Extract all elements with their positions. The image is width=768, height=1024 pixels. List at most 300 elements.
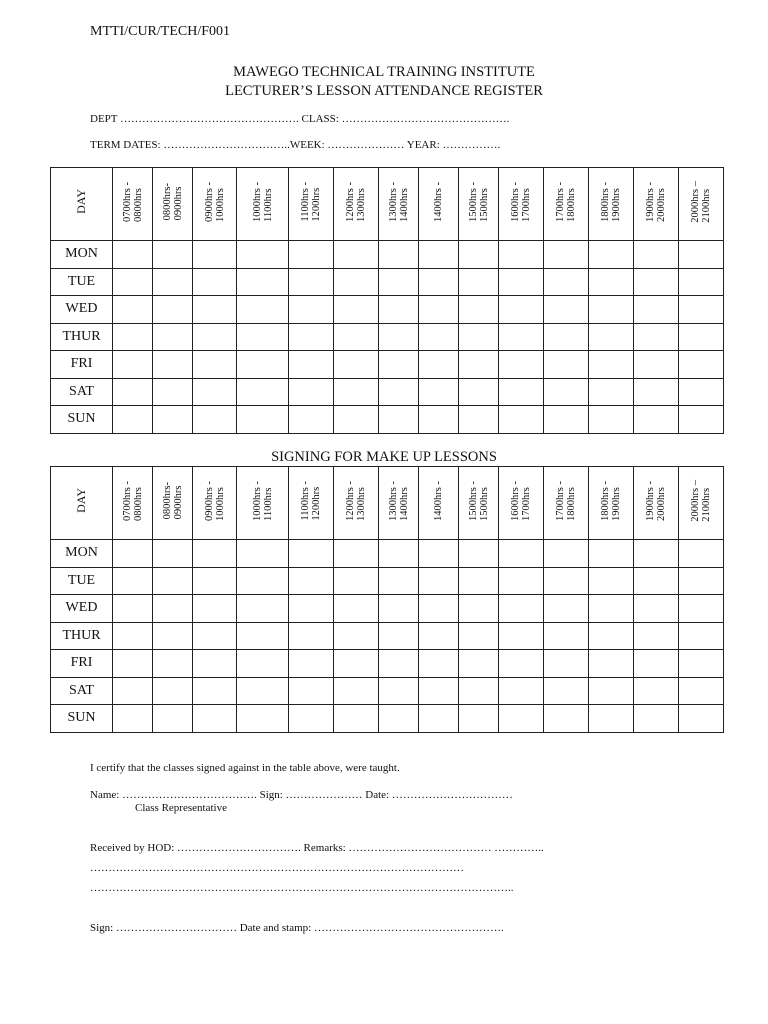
signature-cell[interactable]: [289, 567, 334, 595]
time-slot-header: [289, 168, 334, 241]
signature-cell[interactable]: [459, 378, 499, 406]
signature-cell[interactable]: [379, 540, 419, 568]
register-title: LECTURER’S LESSON ATTENDANCE REGISTER: [225, 83, 543, 99]
day-row: [51, 567, 724, 595]
signature-cell[interactable]: [419, 268, 459, 296]
time-slot-label: 2000hrs – 2100hrs: [690, 180, 712, 223]
time-slot-header: [193, 467, 237, 540]
day-label: FRI: [51, 351, 113, 379]
signature-cell[interactable]: [237, 705, 289, 733]
signature-cell[interactable]: [379, 268, 419, 296]
signature-cell[interactable]: [289, 650, 334, 678]
signature-cell[interactable]: [379, 406, 419, 434]
signature-cell[interactable]: [379, 567, 419, 595]
day-label: TUE: [51, 567, 113, 595]
signature-cell[interactable]: [589, 540, 634, 568]
time-slot-header: [589, 168, 634, 241]
time-slot-label: 0700hrs - 0800hrs: [121, 181, 144, 222]
day-label: THUR: [51, 622, 113, 650]
signature-cell[interactable]: [237, 595, 289, 623]
day-row: [51, 351, 724, 379]
signature-cell[interactable]: [544, 268, 589, 296]
time-slot-label: 1500hrs - 1500hrs: [467, 480, 490, 521]
signature-cell[interactable]: [334, 406, 379, 434]
time-slot-label: 0900hrs - 1000hrs: [203, 181, 226, 222]
signature-cell[interactable]: [499, 323, 544, 351]
dept-class-line[interactable]: DEPT …………………………………………. CLASS: ……………………………………….: [90, 113, 510, 125]
signature-cell[interactable]: [113, 540, 153, 568]
signature-cell[interactable]: [459, 705, 499, 733]
day-label: WED: [51, 296, 113, 324]
time-slot-header: [589, 467, 634, 540]
signature-cell[interactable]: [237, 296, 289, 324]
signature-cell[interactable]: [334, 540, 379, 568]
day-row: [51, 241, 724, 269]
signature-cell[interactable]: [153, 567, 193, 595]
signature-cell[interactable]: [237, 323, 289, 351]
signature-cell[interactable]: [289, 378, 334, 406]
signature-cell[interactable]: [544, 323, 589, 351]
time-slot-label: 1200hrs - 1300hrs: [345, 480, 367, 521]
signature-cell[interactable]: [153, 650, 193, 678]
signature-cell[interactable]: [419, 567, 459, 595]
signature-cell[interactable]: [419, 622, 459, 650]
term-week-year-line[interactable]: TERM DATES: ……………………………..WEEK: ………………… YEAR: …………….: [90, 139, 501, 151]
signature-cell[interactable]: [679, 241, 724, 269]
signature-cell[interactable]: [289, 241, 334, 269]
time-slot-label: 2000hrs – 2100hrs: [690, 479, 712, 522]
signature-cell[interactable]: [237, 622, 289, 650]
signature-cell[interactable]: [589, 650, 634, 678]
signature-cell[interactable]: [379, 650, 419, 678]
time-slot-label: 1200hrs - 1300hrs: [345, 181, 367, 222]
signature-cell[interactable]: [634, 540, 679, 568]
signature-cell[interactable]: [679, 540, 724, 568]
time-slot-label: 1000hrs - 1100hrs: [251, 181, 274, 222]
form-code: MTTI/CUR/TECH/F001: [90, 24, 231, 39]
time-slot-label: 1400hrs -: [433, 181, 444, 222]
signature-cell[interactable]: [334, 595, 379, 623]
time-slot-label: 0800hrs- 0900hrs: [161, 182, 184, 221]
signature-cell[interactable]: [193, 567, 237, 595]
signature-cell[interactable]: [153, 540, 193, 568]
signature-cell[interactable]: [634, 677, 679, 705]
signature-cell[interactable]: [679, 378, 724, 406]
signature-cell[interactable]: [459, 351, 499, 379]
signature-cell[interactable]: [289, 595, 334, 623]
signature-cell[interactable]: [289, 540, 334, 568]
time-slot-header: [193, 168, 237, 241]
signature-cell[interactable]: [589, 323, 634, 351]
time-slot-label: 1700hrs - 1800hrs: [555, 181, 577, 222]
makeup-title: SIGNING FOR MAKE UP LESSONS: [271, 449, 497, 465]
signature-cell[interactable]: [589, 622, 634, 650]
signature-cell[interactable]: [634, 323, 679, 351]
signature-cell[interactable]: [544, 595, 589, 623]
time-slot-header: [289, 467, 334, 540]
day-row: [51, 296, 724, 324]
signature-cell[interactable]: [289, 323, 334, 351]
signature-cell[interactable]: [193, 595, 237, 623]
signature-cell[interactable]: [289, 406, 334, 434]
time-slot-header: [634, 168, 679, 241]
sign-date-stamp-line[interactable]: Sign: …………………………… Date and stamp: …………………………………………….: [90, 922, 504, 934]
signature-cell[interactable]: [459, 677, 499, 705]
signature-cell[interactable]: [419, 351, 459, 379]
signature-cell[interactable]: [334, 677, 379, 705]
day-header-label: DAY: [74, 189, 88, 214]
time-slot-header: [499, 168, 544, 241]
signature-cell[interactable]: [153, 296, 193, 324]
signature-cell[interactable]: [634, 268, 679, 296]
signature-cell[interactable]: [237, 677, 289, 705]
signature-cell[interactable]: [544, 677, 589, 705]
remarks-line-3[interactable]: ……………………………………………………………………………………………………..: [90, 882, 514, 894]
time-slot-label: 1100hrs - 1200hrs: [300, 181, 322, 222]
day-row: [51, 406, 724, 434]
signature-cell[interactable]: [113, 268, 153, 296]
signature-cell[interactable]: [499, 351, 544, 379]
signature-cell[interactable]: [634, 406, 679, 434]
day-label: WED: [51, 595, 113, 623]
signature-cell[interactable]: [459, 540, 499, 568]
day-header: [51, 467, 113, 540]
time-slot-label: 1500hrs - 1500hrs: [467, 181, 490, 222]
time-slot-header: [499, 467, 544, 540]
signature-cell[interactable]: [419, 540, 459, 568]
day-row: [51, 622, 724, 650]
signature-cell[interactable]: [289, 705, 334, 733]
signature-cell[interactable]: [499, 595, 544, 623]
signature-cell[interactable]: [334, 705, 379, 733]
signature-cell[interactable]: [544, 296, 589, 324]
time-slot-label: 1600hrs - 1700hrs: [510, 181, 532, 222]
signature-cell[interactable]: [419, 595, 459, 623]
day-row: [51, 378, 724, 406]
signature-cell[interactable]: [634, 296, 679, 324]
signature-cell[interactable]: [289, 677, 334, 705]
signature-cell[interactable]: [634, 378, 679, 406]
signature-cell[interactable]: [334, 323, 379, 351]
time-slot-label: 1700hrs - 1800hrs: [555, 480, 577, 521]
signature-cell[interactable]: [379, 323, 419, 351]
time-slot-header: [153, 168, 193, 241]
time-slot-header: [419, 467, 459, 540]
signature-cell[interactable]: [679, 705, 724, 733]
signature-cell[interactable]: [634, 567, 679, 595]
signature-cell[interactable]: [237, 567, 289, 595]
time-slot-header: [679, 168, 724, 241]
day-row: [51, 677, 724, 705]
signature-cell[interactable]: [589, 296, 634, 324]
signature-cell[interactable]: [589, 241, 634, 269]
signature-cell[interactable]: [334, 296, 379, 324]
day-label: MON: [51, 241, 113, 269]
signature-cell[interactable]: [193, 268, 237, 296]
time-slot-label: 1800hrs - 1900hrs: [600, 181, 622, 222]
day-label: THUR: [51, 323, 113, 351]
signature-cell[interactable]: [113, 650, 153, 678]
signature-cell[interactable]: [334, 650, 379, 678]
time-slot-header: [544, 168, 589, 241]
signature-cell[interactable]: [237, 540, 289, 568]
time-slot-header: [679, 467, 724, 540]
time-slot-header: [379, 467, 419, 540]
time-slot-header: [634, 467, 679, 540]
signature-cell[interactable]: [589, 567, 634, 595]
signature-cell[interactable]: [459, 268, 499, 296]
signature-cell[interactable]: [113, 241, 153, 269]
time-slot-label: 1900hrs - 2000hrs: [645, 480, 667, 521]
day-row: [51, 595, 724, 623]
time-slot-header: [459, 168, 499, 241]
header-row: [51, 467, 724, 540]
signature-cell[interactable]: [459, 296, 499, 324]
signature-cell[interactable]: [459, 406, 499, 434]
signature-cell[interactable]: [499, 622, 544, 650]
signature-cell[interactable]: [334, 622, 379, 650]
signature-cell[interactable]: [153, 406, 193, 434]
signature-cell[interactable]: [679, 351, 724, 379]
institute-name: MAWEGO TECHNICAL TRAINING INSTITUTE: [233, 64, 535, 80]
day-label: SUN: [51, 406, 113, 434]
signature-cell[interactable]: [153, 677, 193, 705]
time-slot-header: [334, 467, 379, 540]
signature-cell[interactable]: [153, 268, 193, 296]
signature-cell[interactable]: [113, 323, 153, 351]
signature-cell[interactable]: [589, 378, 634, 406]
signature-cell[interactable]: [113, 567, 153, 595]
signature-cell[interactable]: [679, 323, 724, 351]
day-label: SAT: [51, 378, 113, 406]
signature-cell[interactable]: [379, 241, 419, 269]
signature-cell[interactable]: [237, 351, 289, 379]
day-row: [51, 705, 724, 733]
signature-cell[interactable]: [153, 241, 193, 269]
signature-cell[interactable]: [544, 351, 589, 379]
certify-statement: I certify that the classes signed against in the table above, were taught.: [90, 762, 400, 774]
time-slot-header: [419, 168, 459, 241]
day-label: SUN: [51, 705, 113, 733]
signature-cell[interactable]: [499, 241, 544, 269]
day-label: MON: [51, 540, 113, 568]
signature-cell[interactable]: [237, 650, 289, 678]
makeup-table: [50, 466, 724, 733]
header-row: [51, 168, 724, 241]
day-label: TUE: [51, 268, 113, 296]
signature-cell[interactable]: [237, 378, 289, 406]
time-slot-label: 1900hrs - 2000hrs: [645, 181, 667, 222]
signature-cell[interactable]: [679, 622, 724, 650]
signature-cell[interactable]: [419, 705, 459, 733]
time-slot-header: [113, 467, 153, 540]
attendance-table: [50, 167, 724, 434]
signature-cell[interactable]: [379, 595, 419, 623]
signature-cell[interactable]: [499, 567, 544, 595]
signature-cell[interactable]: [419, 650, 459, 678]
signature-cell[interactable]: [589, 406, 634, 434]
day-header: [51, 168, 113, 241]
signature-cell[interactable]: [379, 296, 419, 324]
signature-cell[interactable]: [334, 351, 379, 379]
time-slot-label: 1800hrs - 1900hrs: [600, 480, 622, 521]
time-slot-label: 1400hrs -: [433, 480, 444, 521]
signature-cell[interactable]: [634, 595, 679, 623]
signature-cell[interactable]: [334, 241, 379, 269]
signature-cell[interactable]: [679, 296, 724, 324]
time-slot-header: [237, 168, 289, 241]
signature-cell[interactable]: [153, 351, 193, 379]
remarks-line-2[interactable]: …………………………………………………………………………………………: [90, 862, 464, 874]
signature-cell[interactable]: [499, 296, 544, 324]
signature-cell[interactable]: [544, 622, 589, 650]
signature-cell[interactable]: [544, 650, 589, 678]
signature-cell[interactable]: [679, 650, 724, 678]
signature-cell[interactable]: [634, 622, 679, 650]
time-slot-header: [459, 467, 499, 540]
signature-cell[interactable]: [289, 351, 334, 379]
time-slot-label: 1100hrs - 1200hrs: [300, 480, 322, 521]
signature-cell[interactable]: [419, 296, 459, 324]
signature-cell[interactable]: [499, 540, 544, 568]
signature-cell[interactable]: [589, 705, 634, 733]
signature-cell[interactable]: [379, 378, 419, 406]
signature-cell[interactable]: [334, 567, 379, 595]
signature-cell[interactable]: [237, 241, 289, 269]
signature-cell[interactable]: [289, 622, 334, 650]
signature-cell[interactable]: [113, 622, 153, 650]
signature-cell[interactable]: [459, 241, 499, 269]
signature-cell[interactable]: [419, 406, 459, 434]
time-slot-header: [334, 168, 379, 241]
signature-cell[interactable]: [193, 622, 237, 650]
signature-cell[interactable]: [419, 378, 459, 406]
signature-cell[interactable]: [459, 595, 499, 623]
time-slot-label: 1000hrs - 1100hrs: [251, 480, 274, 521]
signature-cell[interactable]: [679, 595, 724, 623]
signature-cell[interactable]: [153, 595, 193, 623]
signature-cell[interactable]: [113, 595, 153, 623]
name-sign-date-line[interactable]: Name: ………………………………. Sign: ………………… Date: ……………………………: [90, 789, 513, 801]
signature-cell[interactable]: [459, 323, 499, 351]
time-slot-header: [379, 168, 419, 241]
signature-cell[interactable]: [589, 677, 634, 705]
signature-cell[interactable]: [193, 351, 237, 379]
signature-cell[interactable]: [589, 268, 634, 296]
signature-cell[interactable]: [499, 268, 544, 296]
signature-cell[interactable]: [679, 268, 724, 296]
signature-cell[interactable]: [679, 406, 724, 434]
day-label: SAT: [51, 677, 113, 705]
signature-cell[interactable]: [459, 650, 499, 678]
signature-cell[interactable]: [589, 351, 634, 379]
signature-cell[interactable]: [193, 406, 237, 434]
signature-cell[interactable]: [193, 650, 237, 678]
day-header-label: DAY: [74, 488, 88, 513]
time-slot-label: 0900hrs - 1000hrs: [203, 480, 226, 521]
signature-cell[interactable]: [499, 650, 544, 678]
signature-cell[interactable]: [544, 705, 589, 733]
time-slot-label: 0800hrs- 0900hrs: [161, 481, 184, 520]
signature-cell[interactable]: [379, 677, 419, 705]
signature-cell[interactable]: [193, 241, 237, 269]
time-slot-header: [544, 467, 589, 540]
day-row: [51, 540, 724, 568]
signature-cell[interactable]: [153, 705, 193, 733]
signature-cell[interactable]: [544, 567, 589, 595]
time-slot-label: 1300hrs - 1400hrs: [387, 181, 410, 222]
signature-cell[interactable]: [544, 378, 589, 406]
signature-cell[interactable]: [153, 323, 193, 351]
day-row: [51, 268, 724, 296]
signature-cell[interactable]: [289, 296, 334, 324]
time-slot-label: 1600hrs - 1700hrs: [510, 480, 532, 521]
signature-cell[interactable]: [679, 677, 724, 705]
signature-cell[interactable]: [459, 567, 499, 595]
signature-cell[interactable]: [113, 351, 153, 379]
signature-cell[interactable]: [544, 540, 589, 568]
time-slot-label: 1300hrs - 1400hrs: [387, 480, 410, 521]
signature-cell[interactable]: [113, 406, 153, 434]
signature-cell[interactable]: [193, 323, 237, 351]
signature-cell[interactable]: [334, 378, 379, 406]
signature-cell[interactable]: [589, 595, 634, 623]
signature-cell[interactable]: [499, 378, 544, 406]
time-slot-header: [237, 467, 289, 540]
signature-cell[interactable]: [499, 677, 544, 705]
day-label: FRI: [51, 650, 113, 678]
signature-cell[interactable]: [113, 296, 153, 324]
signature-cell[interactable]: [544, 406, 589, 434]
signature-cell[interactable]: [113, 378, 153, 406]
signature-cell[interactable]: [419, 241, 459, 269]
signature-cell[interactable]: [193, 296, 237, 324]
signature-cell[interactable]: [379, 351, 419, 379]
signature-cell[interactable]: [193, 540, 237, 568]
signature-cell[interactable]: [379, 705, 419, 733]
time-slot-header: [113, 168, 153, 241]
signature-cell[interactable]: [634, 650, 679, 678]
signature-cell[interactable]: [334, 268, 379, 296]
signature-cell[interactable]: [459, 622, 499, 650]
signature-cell[interactable]: [499, 705, 544, 733]
signature-cell[interactable]: [113, 677, 153, 705]
signature-cell[interactable]: [237, 406, 289, 434]
signature-cell[interactable]: [289, 268, 334, 296]
signature-cell[interactable]: [193, 705, 237, 733]
signature-cell[interactable]: [113, 705, 153, 733]
day-row: [51, 650, 724, 678]
signature-cell[interactable]: [379, 622, 419, 650]
signature-cell[interactable]: [634, 351, 679, 379]
day-row: [51, 323, 724, 351]
signature-cell[interactable]: [153, 378, 193, 406]
signature-cell[interactable]: [419, 323, 459, 351]
signature-cell[interactable]: [153, 622, 193, 650]
signature-cell[interactable]: [544, 241, 589, 269]
signature-cell[interactable]: [193, 378, 237, 406]
signature-cell[interactable]: [499, 406, 544, 434]
signature-cell[interactable]: [419, 677, 459, 705]
signature-cell[interactable]: [634, 705, 679, 733]
signature-cell[interactable]: [634, 241, 679, 269]
class-rep-label: Class Representative: [135, 802, 227, 814]
signature-cell[interactable]: [679, 567, 724, 595]
time-slot-label: 0700hrs - 0800hrs: [121, 480, 144, 521]
signature-cell[interactable]: [237, 268, 289, 296]
signature-cell[interactable]: [193, 677, 237, 705]
received-remarks-line[interactable]: Received by HOD: ……………………………. Remarks: ………………………………… …………..: [90, 842, 544, 854]
